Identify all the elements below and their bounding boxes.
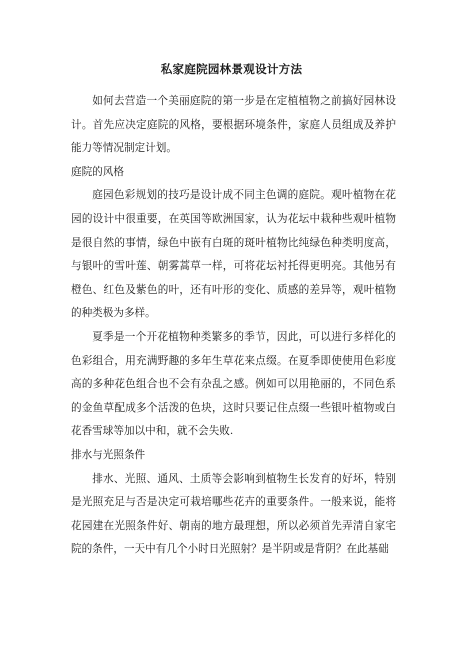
paragraph-color-planning: 庭园色彩规划的技巧是设计成不同主色调的庭院。观叶植物在花园的设计中很重要，在英国等欧洲国家，认为花坛中栽种些观叶植物是很自然的事情，绿色中嵌有白斑的斑叶植物比纯绿色种类明度高，与银叶的雪叶莲、朝雾蒿草一样，可将花坛衬托得更明亮。其他另有橙色、红色及紫色的叶，还有叶形的变化、质感的差异等，观叶植物的种类极为多样。 bbox=[71, 189, 396, 320]
section-heading-style: 庭院的风格 bbox=[71, 165, 124, 178]
paragraph-drainage-light: 排水、光照、通风、土质等会影响到植物生长发育的好坏，特别是光照充足与否是决定可栽培哪些花卉的重要条件。一般来说，能将花园建在光照条件好、朝南的地方最理想，所以必须首先弄清自家宅院的条件，一天中有几个小时日光照射？是半阴或是背阴？在此基础 bbox=[71, 472, 396, 556]
intro-paragraph: 如何去营造一个美丽庭院的第一步是在定植植物之前搞好园林设计。首先应决定庭院的风格，要根据环境条件，家庭人员组成及养护能力等情况制定计划。 bbox=[71, 95, 396, 155]
document-title: 私家庭院园林景观设计方法 bbox=[160, 62, 303, 76]
document-body bbox=[71, 90, 396, 562]
section-heading-drainage-light: 排水与光照条件 bbox=[71, 448, 146, 461]
paragraph-summer-flowers: 夏季是一个开花植物种类繁多的季节，因此，可以进行多样化的色彩组合，用充满野趣的多年生草花来点缀。在夏季即使使用色彩度高的多种花色组合也不会有杂乱之感。例如可以用艳丽的，不同色系的金鱼草配成多个活泼的色块，这时只要记住点缀一些银叶植物或白花香雪球等加以中和，就不会失败. bbox=[71, 330, 396, 438]
